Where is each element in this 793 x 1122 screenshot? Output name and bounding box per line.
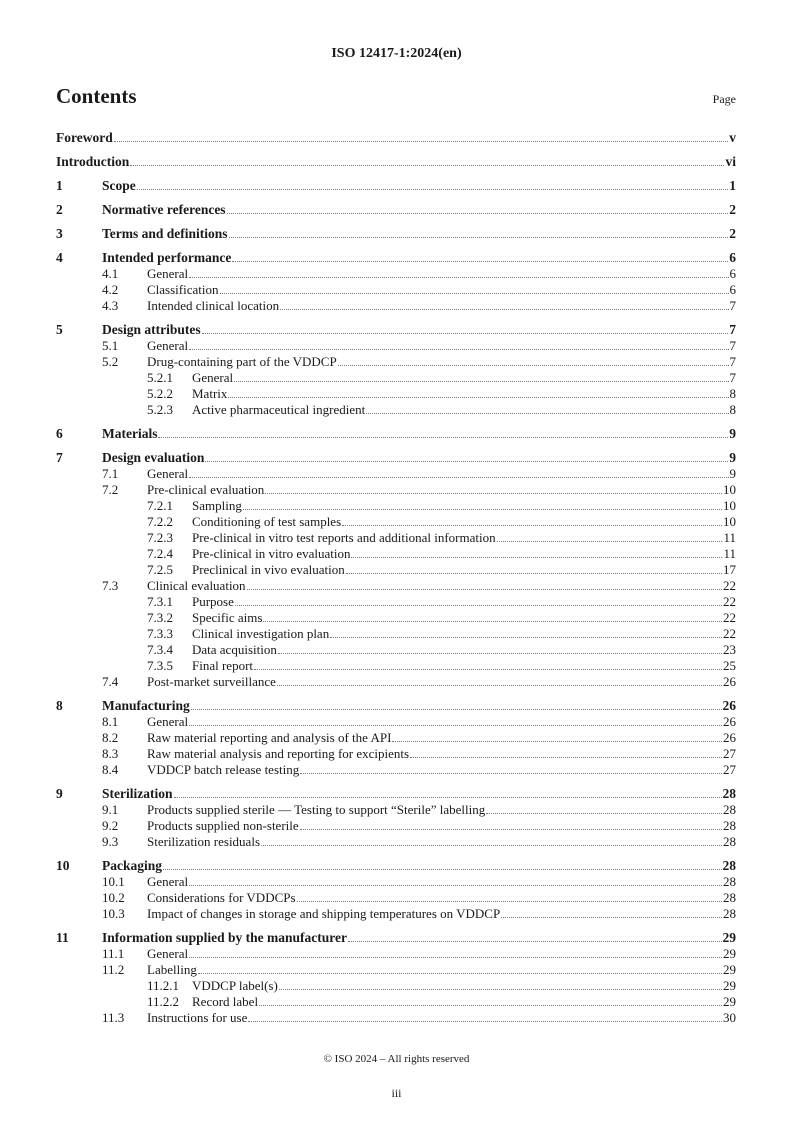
toc-entry-number: 7.3.1 [147, 594, 173, 609]
toc-entry-number: 9.1 [102, 802, 119, 817]
toc-entry[interactable] [56, 946, 736, 962]
toc-entry-title: Terms and definitions [102, 226, 228, 241]
dot-leader [114, 141, 729, 142]
dot-leader [247, 589, 722, 590]
toc-entry-page: 11 [723, 530, 736, 545]
dot-leader [501, 917, 722, 918]
dot-leader [300, 773, 722, 774]
toc-entry-title: General [147, 266, 189, 281]
toc-entry[interactable] [56, 466, 736, 482]
toc-entry[interactable] [56, 482, 736, 498]
toc-entry-title: Normative references [102, 202, 226, 217]
toc-entry[interactable] [56, 514, 736, 530]
dot-leader [189, 349, 728, 350]
toc-entry-page: 7 [729, 298, 736, 313]
toc-entry-title: Active pharmaceutical ingredient [192, 402, 366, 417]
toc-entry-title: Sterilization residuals [147, 834, 261, 849]
toc-entry-title: Clinical investigation plan [192, 626, 330, 641]
toc-entry-title: Intended performance [102, 250, 232, 265]
toc-entry[interactable] [56, 370, 736, 386]
toc-entry-number: 10.3 [102, 906, 125, 921]
toc-entry-page: 29 [722, 930, 736, 945]
toc-entry-page: 8 [729, 386, 736, 401]
toc-entry-title: Packaging [102, 858, 163, 873]
table-of-contents [56, 130, 736, 1026]
dot-leader [259, 1005, 722, 1006]
toc-entry-page: 22 [723, 626, 736, 641]
toc-entry-title: General [147, 338, 189, 353]
toc-entry-number: 5.2.2 [147, 386, 173, 401]
toc-entry[interactable] [56, 178, 736, 194]
toc-entry-title: Data acquisition [192, 642, 277, 657]
toc-entry-page: 10 [723, 498, 736, 513]
toc-entry-title: Products supplied non-sterile [147, 818, 299, 833]
toc-entry[interactable] [56, 658, 736, 674]
toc-entry-title: Matrix [192, 386, 228, 401]
dot-leader [261, 845, 722, 846]
toc-entry-page: 29 [723, 946, 736, 961]
toc-entry-title: Sterilization [102, 786, 173, 801]
toc-entry-number: 9 [56, 786, 63, 801]
toc-entry[interactable] [56, 858, 736, 874]
dot-leader [189, 885, 722, 886]
dot-leader [220, 293, 729, 294]
toc-entry-number: 7.1 [102, 466, 119, 481]
toc-entry[interactable] [56, 674, 736, 690]
toc-entry-page: 7 [729, 322, 736, 337]
toc-entry[interactable] [56, 130, 736, 146]
toc-entry-page: 28 [723, 802, 736, 817]
toc-entry-number: 7.4 [102, 674, 119, 689]
toc-entry-title: Purpose [192, 594, 234, 609]
toc-entry[interactable] [56, 562, 736, 578]
toc-entry-title: General [147, 874, 189, 889]
toc-entry-title: Drug-containing part of the VDDCP [147, 354, 337, 369]
toc-entry[interactable] [56, 786, 736, 802]
toc-entry-number: 7.2.4 [147, 546, 173, 561]
toc-entry[interactable] [56, 154, 736, 170]
toc-entry-title: Manufacturing [102, 698, 190, 713]
toc-entry[interactable] [56, 338, 736, 354]
toc-entry-number: 11.2.2 [147, 994, 180, 1009]
toc-entry[interactable] [56, 1010, 736, 1026]
dot-leader [205, 461, 728, 462]
dot-leader [263, 621, 722, 622]
dot-leader [297, 901, 722, 902]
dot-leader [351, 557, 722, 558]
toc-entry-title: Specific aims [192, 610, 263, 625]
toc-entry-page: 2 [729, 202, 736, 217]
toc-entry-number: 8.2 [102, 730, 119, 745]
toc-entry-page: 22 [723, 610, 736, 625]
toc-entry-number: 8 [56, 698, 63, 713]
toc-entry-page: 23 [723, 642, 736, 657]
toc-entry-number: 5.2.1 [147, 370, 173, 385]
toc-entry-number: 9.3 [102, 834, 119, 849]
toc-entry-page: 6 [729, 282, 736, 297]
toc-entry-page: 26 [723, 714, 736, 729]
toc-entry-number: 7.2.2 [147, 514, 173, 529]
dot-leader [234, 381, 728, 382]
dot-leader [277, 685, 722, 686]
dot-leader [191, 709, 722, 710]
toc-entry-number: 4 [56, 250, 63, 265]
toc-entry-number: 3 [56, 226, 63, 241]
toc-entry[interactable] [56, 906, 736, 922]
toc-entry-title: Record label [192, 994, 259, 1009]
toc-entry-page: 7 [729, 370, 736, 385]
toc-entry-number: 7.3.4 [147, 642, 173, 657]
page-column-label: Page [712, 92, 736, 106]
dot-leader [202, 333, 729, 334]
toc-entry[interactable] [56, 578, 736, 594]
toc-entry-number: 8.3 [102, 746, 119, 761]
toc-entry-number: 10.2 [102, 890, 125, 905]
toc-entry-title: Pre-clinical in vitro evaluation [192, 546, 351, 561]
toc-entry-page: 26 [723, 674, 736, 689]
toc-entry[interactable] [56, 978, 736, 994]
toc-entry-title: Final report [192, 658, 254, 673]
toc-entry[interactable] [56, 266, 736, 282]
dot-leader [497, 541, 723, 542]
toc-entry[interactable] [56, 698, 736, 714]
toc-entry-number: 7.2.1 [147, 498, 173, 513]
toc-entry[interactable] [56, 802, 736, 818]
toc-entry[interactable] [56, 282, 736, 298]
dot-leader [486, 813, 722, 814]
toc-entry-page: 27 [723, 762, 736, 777]
toc-entry[interactable] [56, 498, 736, 514]
toc-entry-number: 8.4 [102, 762, 119, 777]
toc-entry-title: Scope [102, 178, 136, 193]
toc-entry[interactable] [56, 994, 736, 1010]
toc-entry-page: 17 [723, 562, 736, 577]
dot-leader [189, 277, 728, 278]
dot-leader [189, 725, 722, 726]
toc-entry[interactable] [56, 426, 736, 442]
toc-entry-title: Materials [102, 426, 158, 441]
toc-entry[interactable] [56, 818, 736, 834]
toc-entry-title: Products supplied sterile — Testing to support “Sterile” labelling [147, 802, 486, 817]
toc-entry-title: Instructions for use [147, 1010, 248, 1025]
dot-leader [229, 237, 729, 238]
toc-entry-number: 1 [56, 178, 63, 193]
toc-entry[interactable] [56, 730, 736, 746]
toc-entry[interactable] [56, 546, 736, 562]
toc-entry-number: 7.2 [102, 482, 119, 497]
toc-entry-page: 25 [723, 658, 736, 673]
toc-entry-title: VDDCP label(s) [192, 978, 278, 993]
dot-leader [189, 957, 722, 958]
document-id-header: ISO 12417-1:2024(en) [331, 46, 462, 61]
toc-entry-page: 7 [729, 338, 736, 353]
toc-entry[interactable] [56, 354, 736, 370]
toc-entry-page: 28 [722, 786, 736, 801]
dot-leader [338, 365, 729, 366]
toc-entry-page: 28 [723, 874, 736, 889]
dot-leader [163, 869, 721, 870]
toc-entry-title: Conditioning of test samples [192, 514, 342, 529]
toc-entry[interactable] [56, 714, 736, 730]
dot-leader [198, 973, 722, 974]
toc-entry-number: 7 [56, 450, 63, 465]
dot-leader [158, 437, 728, 438]
dot-leader [348, 941, 721, 942]
toc-entry-page: 26 [723, 730, 736, 745]
dot-leader [279, 989, 722, 990]
dot-leader [174, 797, 722, 798]
toc-entry[interactable] [56, 930, 736, 946]
toc-entry[interactable] [56, 450, 736, 466]
dot-leader [254, 669, 722, 670]
toc-entry-number: 6 [56, 426, 63, 441]
toc-entry-number: 5.2 [102, 354, 119, 369]
toc-entry-number: 2 [56, 202, 63, 217]
toc-entry-title: Design evaluation [102, 450, 205, 465]
dot-leader [232, 261, 728, 262]
toc-entry-title: Pre-clinical in vitro test reports and additional information [192, 530, 496, 545]
toc-entry-number: 7.2.3 [147, 530, 173, 545]
toc-entry-page: 11 [723, 546, 736, 561]
dot-leader [243, 509, 722, 510]
toc-entry-title: General [147, 714, 189, 729]
toc-entry-number: 10 [56, 858, 70, 873]
dot-leader [300, 829, 722, 830]
toc-entry[interactable] [56, 746, 736, 762]
toc-entry-page: 9 [729, 426, 736, 441]
toc-entry-page: 29 [723, 978, 736, 993]
toc-entry-number: 5 [56, 322, 63, 337]
toc-entry-title: Classification [147, 282, 219, 297]
toc-entry-page: 10 [723, 482, 736, 497]
toc-entry-title: Labelling [147, 962, 197, 977]
toc-entry-title: Preclinical in vivo evaluation [192, 562, 345, 577]
toc-entry[interactable] [56, 626, 736, 642]
toc-entry-page: 28 [723, 890, 736, 905]
dot-leader [392, 741, 722, 742]
dot-leader [137, 189, 729, 190]
toc-entry-number: 7.3.5 [147, 658, 173, 673]
toc-entry[interactable] [56, 610, 736, 626]
toc-entry-page: 27 [723, 746, 736, 761]
toc-entry-number: 11.2 [102, 962, 125, 977]
toc-entry-page: 22 [723, 594, 736, 609]
toc-entry[interactable] [56, 962, 736, 978]
page-number: iii [391, 1086, 402, 1100]
toc-entry-number: 11 [56, 930, 69, 945]
toc-entry[interactable] [56, 530, 736, 546]
dot-leader [228, 397, 728, 398]
toc-entry-page: v [729, 130, 736, 145]
toc-entry-page: 28 [722, 858, 736, 873]
toc-entry[interactable] [56, 250, 736, 266]
toc-entry-number: 7.3.2 [147, 610, 173, 625]
toc-entry-page: 7 [729, 354, 736, 369]
toc-entry-number: 10.1 [102, 874, 125, 889]
dot-leader [265, 493, 722, 494]
toc-entry[interactable] [56, 298, 736, 314]
toc-entry-title: Sampling [192, 498, 242, 513]
toc-entry-title: Raw material analysis and reporting for excipients [147, 746, 410, 761]
toc-entry-number: 8.1 [102, 714, 119, 729]
dot-leader [346, 573, 722, 574]
toc-entry-title: General [147, 946, 189, 961]
toc-entry-title: Pre-clinical evaluation [147, 482, 265, 497]
toc-entry-page: 6 [729, 266, 736, 281]
toc-entry-number: 11.1 [102, 946, 125, 961]
toc-entry-number: 9.2 [102, 818, 119, 833]
toc-entry-page: 30 [723, 1010, 736, 1025]
toc-entry[interactable] [56, 226, 736, 242]
dot-leader [342, 525, 722, 526]
toc-entry-title: Intended clinical location [147, 298, 280, 313]
copyright-footer: © ISO 2024 – All rights reserved [323, 1053, 470, 1065]
page-title: Contents [56, 84, 137, 108]
toc-entry-title: Introduction [56, 154, 130, 169]
toc-entry-number: 7.3 [102, 578, 119, 593]
toc-entry-title: Post-market surveillance [147, 674, 276, 689]
toc-entry-page: 9 [729, 466, 736, 481]
toc-entry[interactable] [56, 890, 736, 906]
toc-entry-page: 10 [723, 514, 736, 529]
toc-entry-number: 4.3 [102, 298, 119, 313]
toc-entry-page: 26 [722, 698, 736, 713]
toc-entry[interactable] [56, 322, 736, 338]
dot-leader [248, 1021, 722, 1022]
toc-entry[interactable] [56, 402, 736, 418]
toc-entry-title: Considerations for VDDCPs [147, 890, 296, 905]
toc-entry-number: 5.2.3 [147, 402, 173, 417]
dot-leader [410, 757, 722, 758]
dot-leader [235, 605, 722, 606]
toc-entry-title: Design attributes [102, 322, 201, 337]
toc-entry-page: 6 [729, 250, 736, 265]
dot-leader [130, 165, 724, 166]
toc-entry-title: Information supplied by the manufacturer [102, 930, 348, 945]
dot-leader [366, 413, 728, 414]
toc-entry-number: 7.3.3 [147, 626, 173, 641]
toc-entry-page: 28 [723, 906, 736, 921]
toc-entry-page: 9 [729, 450, 736, 465]
toc-entry-page: 28 [723, 818, 736, 833]
toc-entry-page: vi [725, 154, 736, 169]
toc-entry[interactable] [56, 202, 736, 218]
toc-entry[interactable] [56, 386, 736, 402]
toc-entry-title: VDDCP batch release testing [147, 762, 300, 777]
dot-leader [189, 477, 728, 478]
dot-leader [278, 653, 722, 654]
toc-entry-title: General [192, 370, 234, 385]
toc-entry[interactable] [56, 762, 736, 778]
toc-entry-number: 4.2 [102, 282, 119, 297]
toc-entry-page: 8 [729, 402, 736, 417]
toc-entry-title: Foreword [56, 130, 113, 145]
toc-entry[interactable] [56, 642, 736, 658]
toc-entry-number: 4.1 [102, 266, 119, 281]
dot-leader [280, 309, 728, 310]
toc-entry-page: 29 [723, 994, 736, 1009]
toc-entry-title: Raw material reporting and analysis of the API [147, 730, 392, 745]
toc-entry-page: 22 [723, 578, 736, 593]
dot-leader [227, 213, 729, 214]
toc-entry-page: 2 [729, 226, 736, 241]
toc-entry-page: 29 [723, 962, 736, 977]
dot-leader [330, 637, 722, 638]
toc-entry[interactable] [56, 874, 736, 890]
toc-entry-number: 11.2.1 [147, 978, 180, 993]
toc-entry-title: Clinical evaluation [147, 578, 246, 593]
toc-entry-page: 1 [729, 178, 736, 193]
toc-entry-number: 5.1 [102, 338, 119, 353]
toc-entry-title: General [147, 466, 189, 481]
toc-entry-page: 28 [723, 834, 736, 849]
toc-entry[interactable] [56, 834, 736, 850]
toc-entry-title: Impact of changes in storage and shipping temperatures on VDDCP [147, 906, 501, 921]
toc-entry-number: 7.2.5 [147, 562, 173, 577]
toc-entry[interactable] [56, 594, 736, 610]
toc-entry-number: 11.3 [102, 1010, 125, 1025]
